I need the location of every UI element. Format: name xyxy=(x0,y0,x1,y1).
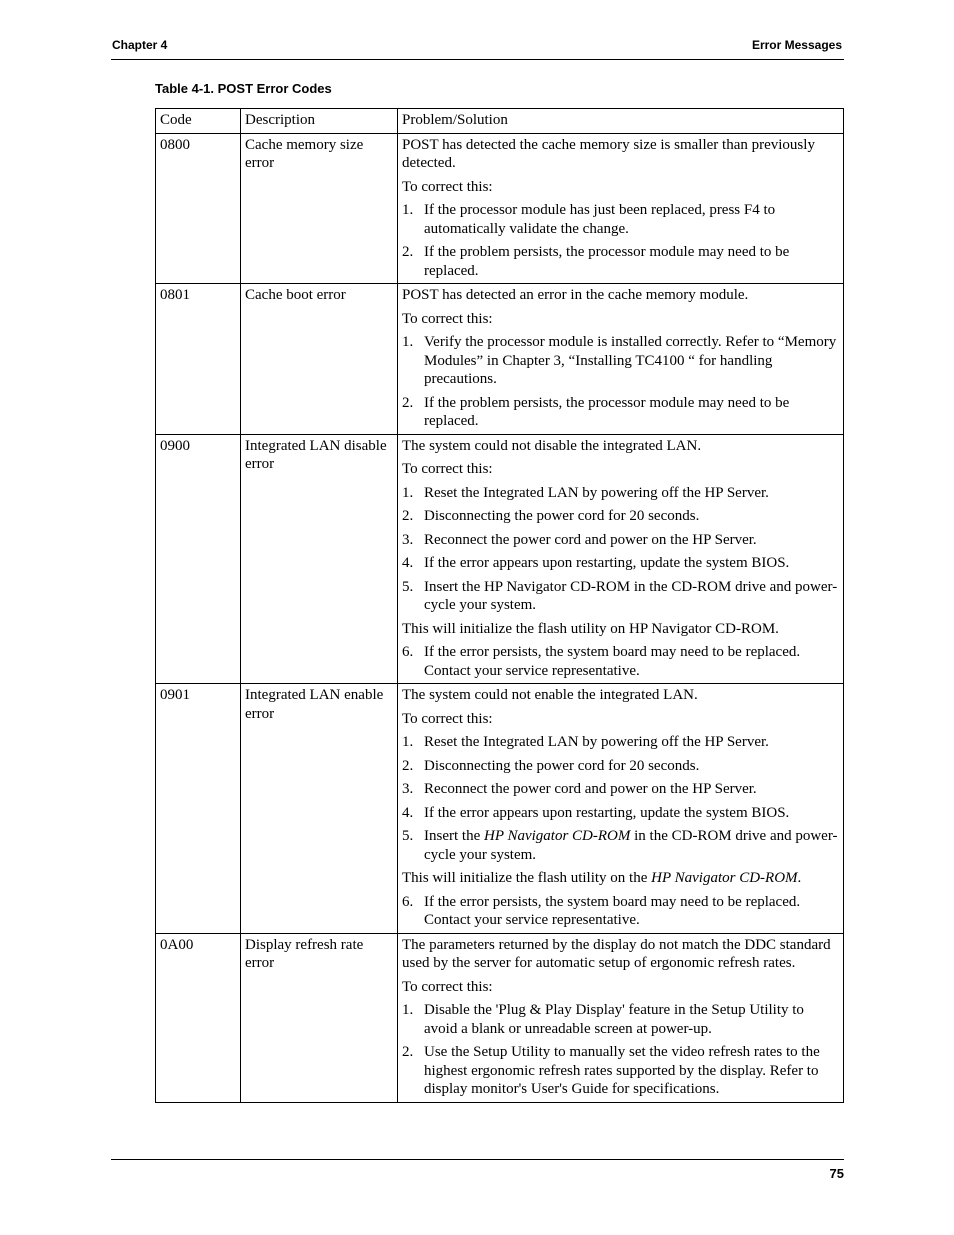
step-text: If the problem persists, the processor module may need to be replaced. xyxy=(424,244,790,279)
header-rule xyxy=(111,59,844,60)
list-item xyxy=(402,394,839,431)
list-item xyxy=(402,643,839,680)
step-text: Use the Setup Utility to manually set the video refresh rates to the highest ergonomic refresh rates supported by the display. Refer to display monitor's User's Guide for specifications. xyxy=(424,1044,820,1097)
correct-label: To correct this: xyxy=(402,178,493,195)
step-number: 2. xyxy=(402,394,414,411)
step-text: If the error appears upon restarting, update the system BIOS. xyxy=(424,804,790,821)
list-item xyxy=(402,484,839,503)
step-text: Reset the Integrated LAN by powering off the HP Server. xyxy=(424,734,769,750)
list-item xyxy=(402,578,839,615)
step-number: 3. xyxy=(402,531,414,548)
error-description: Display refresh rate error xyxy=(241,933,398,1102)
step-text: Insert the HP Navigator CD-ROM in the CD-ROM drive and power-cycle your system. xyxy=(424,578,838,613)
problem-solution xyxy=(398,684,844,934)
error-code: 0901 xyxy=(156,684,241,934)
list-item xyxy=(402,893,839,930)
step-number: 5. xyxy=(402,578,414,595)
step-text: If the error appears upon restarting, update the system BIOS. xyxy=(424,555,790,571)
error-code: 0A00 xyxy=(156,933,241,1102)
correct-label: To correct this: xyxy=(402,461,493,477)
page-number: 75 xyxy=(829,1166,844,1181)
step-number: 2. xyxy=(402,244,414,260)
problem-intro: The parameters returned by the display do not match the DDC standard used by the server for automatic setup of ergonomic refresh rates. xyxy=(402,936,831,971)
footer-rule xyxy=(111,1159,844,1160)
list-item xyxy=(402,1043,839,1099)
list-item xyxy=(402,757,839,776)
column-header-problem-solution: Problem/Solution xyxy=(398,109,844,134)
step-number: 2. xyxy=(402,1044,414,1060)
problem-intro: POST has detected the cache memory size is smaller than previously detected. xyxy=(402,136,815,171)
list-item xyxy=(402,531,839,550)
list-item xyxy=(402,733,839,752)
problem-solution xyxy=(398,284,844,435)
step-text: Disable the 'Plug & Play Display' feature in the Setup Utility to avoid a blank or unreadable screen at power-up. xyxy=(424,1002,804,1037)
column-header-description: Description xyxy=(241,109,398,134)
error-code: 0900 xyxy=(156,434,241,684)
step-text: Reconnect the power cord and power on the HP Server. xyxy=(424,531,757,548)
error-code: 0800 xyxy=(156,133,241,284)
list-item xyxy=(402,507,839,526)
step-text: Insert the HP Navigator CD-ROM in the CD-ROM drive and power-cycle your system. xyxy=(424,828,838,863)
error-description: Integrated LAN enable error xyxy=(241,684,398,934)
problem-intro: The system could not disable the integrated LAN. xyxy=(402,437,702,454)
list-item xyxy=(402,554,839,573)
step-number: 3. xyxy=(402,781,414,797)
step-number: 1. xyxy=(402,734,414,750)
emphasis-text: HP Navigator CD-ROM xyxy=(483,828,631,844)
problem-solution xyxy=(398,133,844,284)
step-text: Reset the Integrated LAN by powering off the HP Server. xyxy=(424,484,769,501)
step-number: 1. xyxy=(402,484,414,501)
list-item xyxy=(402,827,839,864)
list-item xyxy=(402,1001,839,1038)
error-description: Cache boot error xyxy=(241,284,398,435)
step-text: Disconnecting the power cord for 20 seconds. xyxy=(424,757,700,774)
error-description: Integrated LAN disable error xyxy=(241,434,398,684)
post-error-codes-table xyxy=(155,108,844,1103)
error-code: 0801 xyxy=(156,284,241,435)
step-number: 1. xyxy=(402,334,414,350)
section-title: Error Messages xyxy=(751,38,842,52)
step-number: 4. xyxy=(402,804,414,821)
step-number: 6. xyxy=(402,893,414,910)
correct-label: To correct this: xyxy=(402,710,493,727)
step-number: 5. xyxy=(402,828,414,844)
note-text: This will initialize the flash utility on HP Navigator CD-ROM. xyxy=(402,620,779,637)
list-item xyxy=(402,243,839,280)
step-text: If the error persists, the system board may need to be replaced. Contact your service representative. xyxy=(424,893,801,928)
table-header-row xyxy=(156,109,844,134)
problem-intro: POST has detected an error in the cache memory module. xyxy=(402,287,749,303)
step-number: 1. xyxy=(402,202,414,218)
step-number: 6. xyxy=(402,644,414,660)
correct-label: To correct this: xyxy=(402,978,493,995)
step-text: If the processor module has just been replaced, press F4 to automatically validate the change. xyxy=(424,202,776,237)
note-text: This will initialize the flash utility on the HP Navigator CD-ROM. xyxy=(402,870,802,886)
correct-label: To correct this: xyxy=(402,310,493,327)
list-item xyxy=(402,780,839,799)
step-text: Disconnecting the power cord for 20 seconds. xyxy=(424,508,700,524)
table-row xyxy=(156,434,844,684)
table-row xyxy=(156,684,844,934)
list-item xyxy=(402,333,839,389)
step-text: Verify the processor module is installed correctly. Refer to “Memory Modules” in Chapter 3, “Installing TC4100 “ for handling precautions. xyxy=(424,334,837,387)
list-item xyxy=(402,804,839,823)
emphasis-text: HP Navigator CD-ROM xyxy=(651,870,798,886)
table-row xyxy=(156,284,844,435)
step-number: 1. xyxy=(402,1002,414,1018)
step-text: If the error persists, the system board may need to be replaced. Contact your service representative. xyxy=(424,644,801,679)
list-item xyxy=(402,201,839,238)
table-row xyxy=(156,133,844,284)
column-header-code: Code xyxy=(156,109,241,134)
table-caption: Table 4-1. POST Error Codes xyxy=(155,81,332,96)
step-number: 2. xyxy=(402,757,414,774)
step-text: If the problem persists, the processor module may need to be replaced. xyxy=(424,394,790,429)
problem-intro: The system could not enable the integrated LAN. xyxy=(402,687,698,703)
step-text: Reconnect the power cord and power on the HP Server. xyxy=(424,781,757,797)
step-number: 2. xyxy=(402,508,414,524)
problem-solution xyxy=(398,434,844,684)
step-number: 4. xyxy=(402,555,414,571)
error-description: Cache memory size error xyxy=(241,133,398,284)
problem-solution xyxy=(398,933,844,1102)
chapter-label: Chapter 4 xyxy=(112,38,168,52)
table-row xyxy=(156,933,844,1102)
